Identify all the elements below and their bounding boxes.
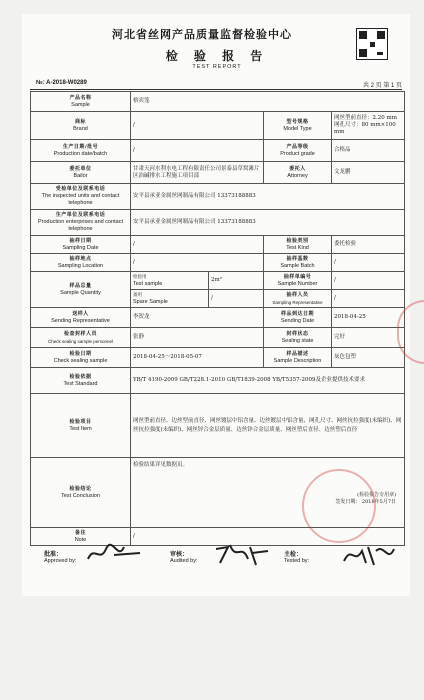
value-sealing-state: 完好 [332, 328, 405, 348]
value-model: 网丝型前直径：2.20 mm 网孔尺寸：80 mm×100 mm [332, 112, 405, 140]
value-production-date: / [131, 140, 264, 162]
table-row [31, 348, 405, 368]
label-test-kind: 检验类别 Test Kind [264, 236, 332, 254]
value-brand: / [131, 112, 264, 140]
label-brand: 商标 Brand [31, 112, 131, 140]
table-row [31, 92, 405, 112]
value-test-kind: 委托检验 [332, 236, 405, 254]
value-test-item: 网丝型前直径、边丝型前直径、网丝镀层中铝含量、边丝镀层中铝含量、网孔尺寸、网丝抗拉强度(未编织)、网丝抗拉强度(未编织)、网丝锌合金层质量、边丝锌合金层质量、网丝塑后直径、边丝塑后直径 [131, 394, 405, 458]
value-grade: 合格品 [332, 140, 405, 162]
label-sample-quantity: 样品总量 Sample Quantity [31, 272, 131, 308]
label-test-standard: 检验依据 Test Standard [31, 368, 131, 394]
value-sending-date: 2018-04-25 [332, 308, 405, 328]
header-rule [30, 89, 402, 90]
label-description: 样品描述 Sample Description [264, 348, 332, 368]
page-indicator: 共 2 页 第 1 页 [362, 83, 402, 89]
value-inspected-unit: 安平县承亚金属丝网制品有限公司 13373188883 [131, 184, 405, 210]
table-row [31, 162, 405, 184]
label-checker: 检查封样人员 Check sealing sample personnel [31, 328, 131, 348]
value-sampling-date: / [131, 236, 264, 254]
value-sampling-location: / [131, 254, 264, 272]
value-spare-sample: / [209, 290, 264, 308]
table-row [31, 254, 405, 272]
table-row [31, 140, 405, 162]
value-test-standard: YB/T 4190-2009 GB/T228.1-2010 GB/T1839-2008 YB/T5357-2009及企业提供技术要求 [131, 368, 405, 394]
label-production-date: 生产日期/批号 Production date/batch [31, 140, 131, 162]
value-sample-batch: / [332, 254, 405, 272]
conclusion-seal-label: (检验报告专用章) [357, 492, 397, 498]
value-bailor: 甘肃天河水利水电工程有限责任公司景泰县草窝滩片区治碱排水工程施工项目部 [131, 162, 264, 184]
tester-signature [340, 541, 396, 569]
value-description: 灰色包塑 [332, 348, 405, 368]
table-row [31, 112, 405, 140]
approver-signature [84, 541, 144, 567]
label-model: 型号规格 Model Type [264, 112, 332, 140]
table-row [31, 210, 405, 236]
report-sheet [22, 14, 410, 596]
label-sealing-state: 封样状态 Sealing state [264, 328, 332, 348]
label-sample-batch: 抽样基数 Sample Batch [264, 254, 332, 272]
label-sender: 送样人 Sending Representative [31, 308, 131, 328]
report-title-en: TEST REPORT [192, 64, 242, 70]
label-check-date: 检验日期 Check sealing sample [31, 348, 131, 368]
table-row [31, 308, 405, 328]
report-number: №: A-2018-W0289 [36, 80, 87, 86]
tested-label: 主检： Tested by: [284, 551, 310, 564]
label-test-sample: 检验用 Test sample [131, 272, 209, 290]
table-row [31, 272, 405, 290]
label-grade: 产品等级 Product grade [264, 140, 332, 162]
label-attorney: 委托人 Attorney [264, 162, 332, 184]
report-title-zh: 检 验 报 告 [165, 49, 269, 63]
label-sampling-rep: 抽样人员 Sampling Representative [264, 290, 332, 308]
label-sending-date: 样品到达日期 Sending Date [264, 308, 332, 328]
audited-label: 审核： Audited by: [170, 551, 198, 564]
table-row [31, 328, 405, 348]
table-row [31, 394, 405, 458]
org-title: 河北省丝网产品质量监督检验中心 [112, 28, 292, 41]
value-sender: 李贺龙 [131, 308, 264, 328]
label-note: 备注 Note [31, 528, 131, 546]
label-test-item: 检验项目 Test Item [31, 394, 131, 458]
label-sample-number: 抽样单编号 Sample Number [264, 272, 332, 290]
value-test-sample: 2m² [209, 272, 264, 290]
qr-code-icon [356, 28, 388, 60]
label-producer: 生产单位及联系电话 Production enterprises and contact telephone [31, 210, 131, 236]
value-check-date: 2018-04-25～2018-05-07 [131, 348, 264, 368]
conclusion-text: 检验结果详见数据页。 [133, 462, 189, 468]
value-sample-number: / [332, 272, 405, 290]
value-sampling-rep: / [332, 290, 405, 308]
label-conclusion: 检验结论 Test Conclusion [31, 458, 131, 528]
table-row [31, 368, 405, 394]
approved-label: 批准： Approved by: [44, 551, 77, 564]
label-bailor: 委托单位 Bailor [31, 162, 131, 184]
label-sample: 产品名称 Sample [31, 92, 131, 112]
table-row [31, 236, 405, 254]
value-checker: 张静 [131, 328, 264, 348]
value-attorney: 文龙鹏 [332, 162, 405, 184]
value-note: / [131, 528, 405, 546]
value-sample: 格宾笼 [131, 92, 405, 112]
value-producer: 安平县承亚金属丝网制品有限公司 13373188883 [131, 210, 405, 236]
conclusion-issue-date: 签发日期： 2018年5月7日 [335, 499, 397, 505]
auditor-signature [212, 541, 272, 569]
table-row [31, 184, 405, 210]
seal-stamp [302, 469, 376, 543]
label-spare-sample: 备用 Spare Sample [131, 290, 209, 308]
label-sampling-date: 抽样日期 Sampling Date [31, 236, 131, 254]
label-inspected-unit: 受检单位及联系电话 The inspected units and contact telephone [31, 184, 131, 210]
label-sampling-location: 抽样地点 Sampling Location [31, 254, 131, 272]
